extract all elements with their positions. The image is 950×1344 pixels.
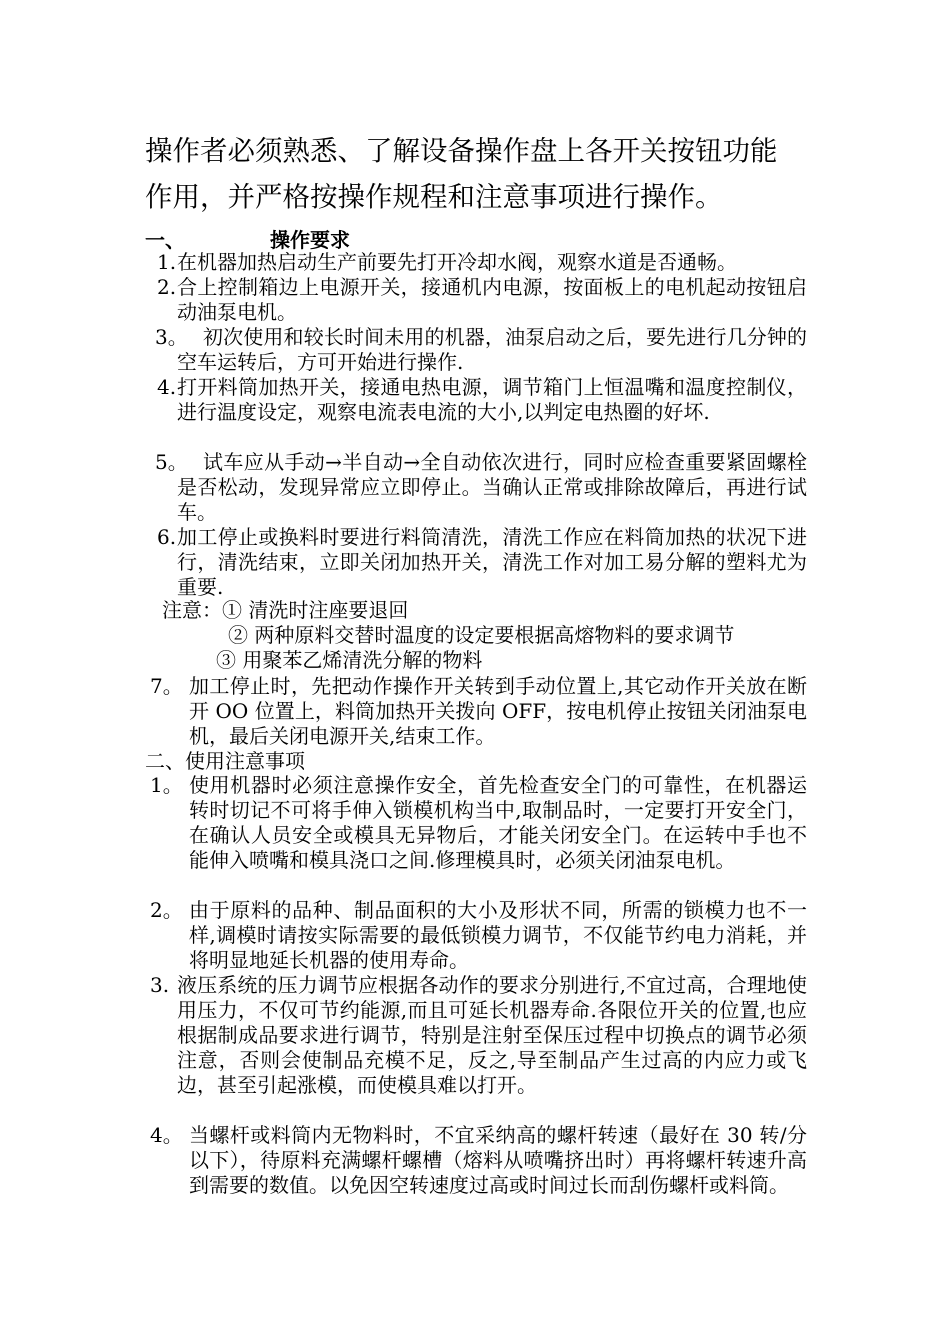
note-item: ② 两种原料交替时温度的设定要根据高熔物料的要求调节 [228, 623, 735, 647]
list-item [145, 375, 810, 450]
item-text: 使用机器时必须注意操作安全，首先检查安全门的可靠性，在机器运转时切记不可将手伸入锁模机构当中,取制品时，一定要打开安全门，在确认人员安全或模具无异物后，才能关闭安全门。在运转中手也不能伸入喷嘴和模具浇口之间.修理模具时，必须关闭油泵电机。 [189, 773, 807, 872]
note-label: 注意： [162, 598, 222, 622]
section1-number: 一、 [145, 228, 185, 252]
list-item [145, 275, 810, 325]
section1-title: 操作要求 [270, 228, 350, 252]
item-number: 5。 [155, 450, 188, 474]
section2-heading: 二、使用注意事项 [145, 749, 305, 773]
item-text: 打开料筒加热开关，接通电热电源，调节箱门上恒温嘴和温度控制仪，进行温度设定，观察电流表电流的大小,以判定电热圈的好坏. [177, 375, 807, 424]
list-item [145, 973, 810, 1123]
note-item: ① 清洗时注座要退回 [222, 598, 409, 622]
item-text: 初次使用和较长时间未用的机器，油泵启动之后，要先进行几分钟的空车运转后，方可开始进行操作. [177, 325, 807, 374]
item-text: 由于原料的品种、制品面积的大小及形状不同，所需的锁模力也不一样,调模时请按实际需要的最低锁模力调节，不仅能节约电力消耗，并将明显地延长机器的使用寿命。 [189, 898, 807, 972]
item-text: 加工停止时，先把动作操作开关转到手动位置上,其它动作开关放在断开 OO 位置上，料筒加热开关拨向 OFF，按电机停止按钮关闭油泵电机，最后关闭电源开关,结束工作。 [189, 674, 807, 748]
list-item [145, 250, 810, 275]
list-item [145, 773, 810, 898]
note-item: ③ 用聚苯乙烯清洗分解的物料 [216, 648, 483, 672]
intro-line: 操作者必须熟悉、了解设备操作盘上各开关按钮功能 [145, 135, 778, 167]
list-item [145, 674, 810, 749]
item-text: 加工停止或换料时要进行料筒清洗，清洗工作应在料筒加热的状况下进行，清洗结束，立即关闭加热开关，清洗工作对加工易分解的塑料尤为重要. [177, 525, 807, 599]
item-text: 当螺杆或料筒内无物料时，不宜采纳高的螺杆转速（最好在 30 转/分以下），待原料充满螺杆螺槽（熔料从喷嘴挤出时）再将螺杆转速升高到需要的数值。以免因空转速度过高或时间过长而刮伤螺杆或料筒。 [189, 1123, 807, 1197]
item-text: 试车应从手动→半自动→全自动依次进行，同时应检查重要紧固螺栓是否松动，发现异常应立即停止。当确认正常或排除故障后，再进行试车。 [177, 450, 807, 524]
list-item [145, 1123, 810, 1223]
list-item [145, 525, 810, 600]
item-number: 7。 [150, 674, 183, 698]
list-item [145, 450, 810, 525]
item-number: 1。 [150, 773, 183, 797]
list-item [145, 325, 810, 375]
intro-paragraph [145, 128, 810, 220]
item-number: 6. [157, 525, 177, 549]
item-number: 2。 [150, 898, 183, 922]
item-number: 4。 [150, 1123, 183, 1147]
intro-line: 作用，并严格按操作规程和注意事项进行操作。 [145, 181, 723, 213]
item-number: 1. [157, 250, 177, 274]
note-line [162, 597, 408, 623]
item-number: 3。 [155, 325, 188, 349]
item-number: 2. [157, 275, 177, 299]
item-number: 4. [157, 375, 177, 399]
item-text: 液压系统的压力调节应根据各动作的要求分别进行,不宜过高，合理地使用压力，不仅可节约能源,而且可延长机器寿命.各限位开关的位置,也应根据制成品要求进行调节，特别是注射至保压过程中切换点的调节必须注意，否则会使制品充模不足，反之,导至制品产生过高的内应力或飞边，甚至引起涨模，而使模具难以打开。 [177, 973, 807, 1097]
item-text: 在机器加热启动生产前要先打开冷却水阀，观察水道是否通畅。 [177, 250, 737, 274]
item-number: 3. [150, 973, 170, 997]
list-item [145, 898, 810, 973]
item-text: 合上控制箱边上电源开关，接通机内电源，按面板上的电机起动按钮启动油泵电机。 [177, 275, 807, 324]
